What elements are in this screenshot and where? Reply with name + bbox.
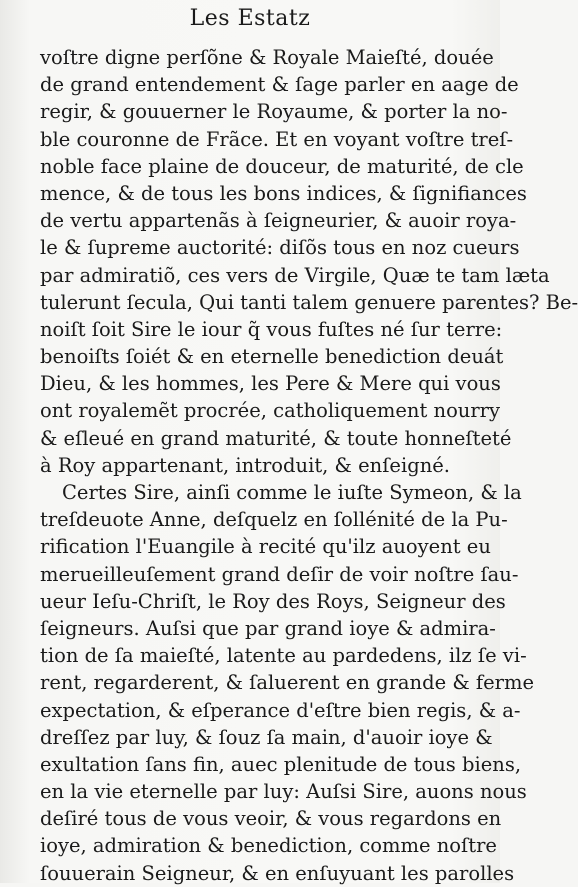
- text-line: Certes Sire, ainſi comme le iuſte Symeon, & la: [62, 481, 522, 504]
- text-line: Dieu, & les hommes, les Pere & Mere qui vous: [40, 372, 501, 396]
- text-line: mence, & de tous les bons indices, & ſignifiances: [40, 181, 527, 205]
- text-line: ueur Ieſu-Chriſt, le Roy des Roys, Seigneur des: [40, 589, 506, 613]
- text-line: benoiſts ſoiét & en eternelle benediction deuát: [40, 345, 504, 369]
- text-line: noble face plaine de douceur, de maturité, de cle: [40, 154, 524, 178]
- running-head: Les Estatz: [189, 6, 311, 31]
- text-line: en la vie eternelle par luy: Auſsi Sire, auons nous: [40, 780, 527, 804]
- text-line: exultation ſans fin, auec plenitude de tous biens,: [40, 752, 522, 776]
- text-line: dreſſez par luy, & ſouz ſa main, d'auoir ioye &: [40, 725, 493, 749]
- text-line: le & ſupreme auctorité: diſõs tous en noz cueurs: [40, 236, 520, 260]
- text-line: tion de ſa maieſté, latente au pardedens, ilz ſe vi-: [40, 644, 527, 668]
- text-line: de vertu appartenãs à ſeigneurier, & auoir roya-: [40, 209, 517, 233]
- text-line: noiſt ſoit Sire le iour q̃ vous fuſtes né ſur terre:: [40, 317, 503, 341]
- text-line: rification l'Euangile à recité qu'ilz auoyent eu: [40, 535, 491, 559]
- text-line: ſeigneurs. Auſsi que par grand ioye & admira-: [40, 616, 496, 640]
- text-line: & eſleué en grand maturité, & toute honneſteté: [40, 426, 512, 450]
- text-line: tulerunt ſecula, Qui tanti talem genuere parentes? Be-: [40, 290, 578, 314]
- text-line: ioye, admiration & benediction, comme noſtre: [40, 834, 497, 858]
- text-line: regir, & gouuerner le Royaume, & porter la no-: [40, 100, 508, 124]
- text-line: deſiré tous de vous veoir, & vous regardons en: [40, 807, 502, 831]
- text-line: ble couronne de Frãce. Et en voyant voſtre treſ-: [40, 127, 514, 151]
- text-line: voſtre digne perſõne & Royale Maieſté, douée: [40, 46, 494, 69]
- text-line: rent, regarderent, & ſaluerent en grande & ferme: [40, 671, 534, 695]
- text-line: à Roy appartenant, introduit, & enſeigné.: [40, 453, 450, 477]
- text-line: par admiratiõ, ces vers de Virgile, Quæ te tam læta: [40, 263, 550, 287]
- text-line: merueilleuſement grand deſir de voir noſtre ſau-: [40, 562, 519, 586]
- body-text: [40, 44, 578, 887]
- text-line: ont royalemẽt procrée, catholiquement nourry: [40, 399, 501, 423]
- text-line: ſouuerain Seigneur, & en enſuyuant les parolles: [40, 861, 515, 885]
- text-line: treſdeuote Anne, deſquelz en ſollénité de la Pu-: [40, 508, 508, 532]
- text-line: de grand entendement & ſage parler en aage de: [40, 73, 519, 97]
- text-line: expectation, & eſperance d'eſtre bien regis, & a-: [40, 698, 521, 722]
